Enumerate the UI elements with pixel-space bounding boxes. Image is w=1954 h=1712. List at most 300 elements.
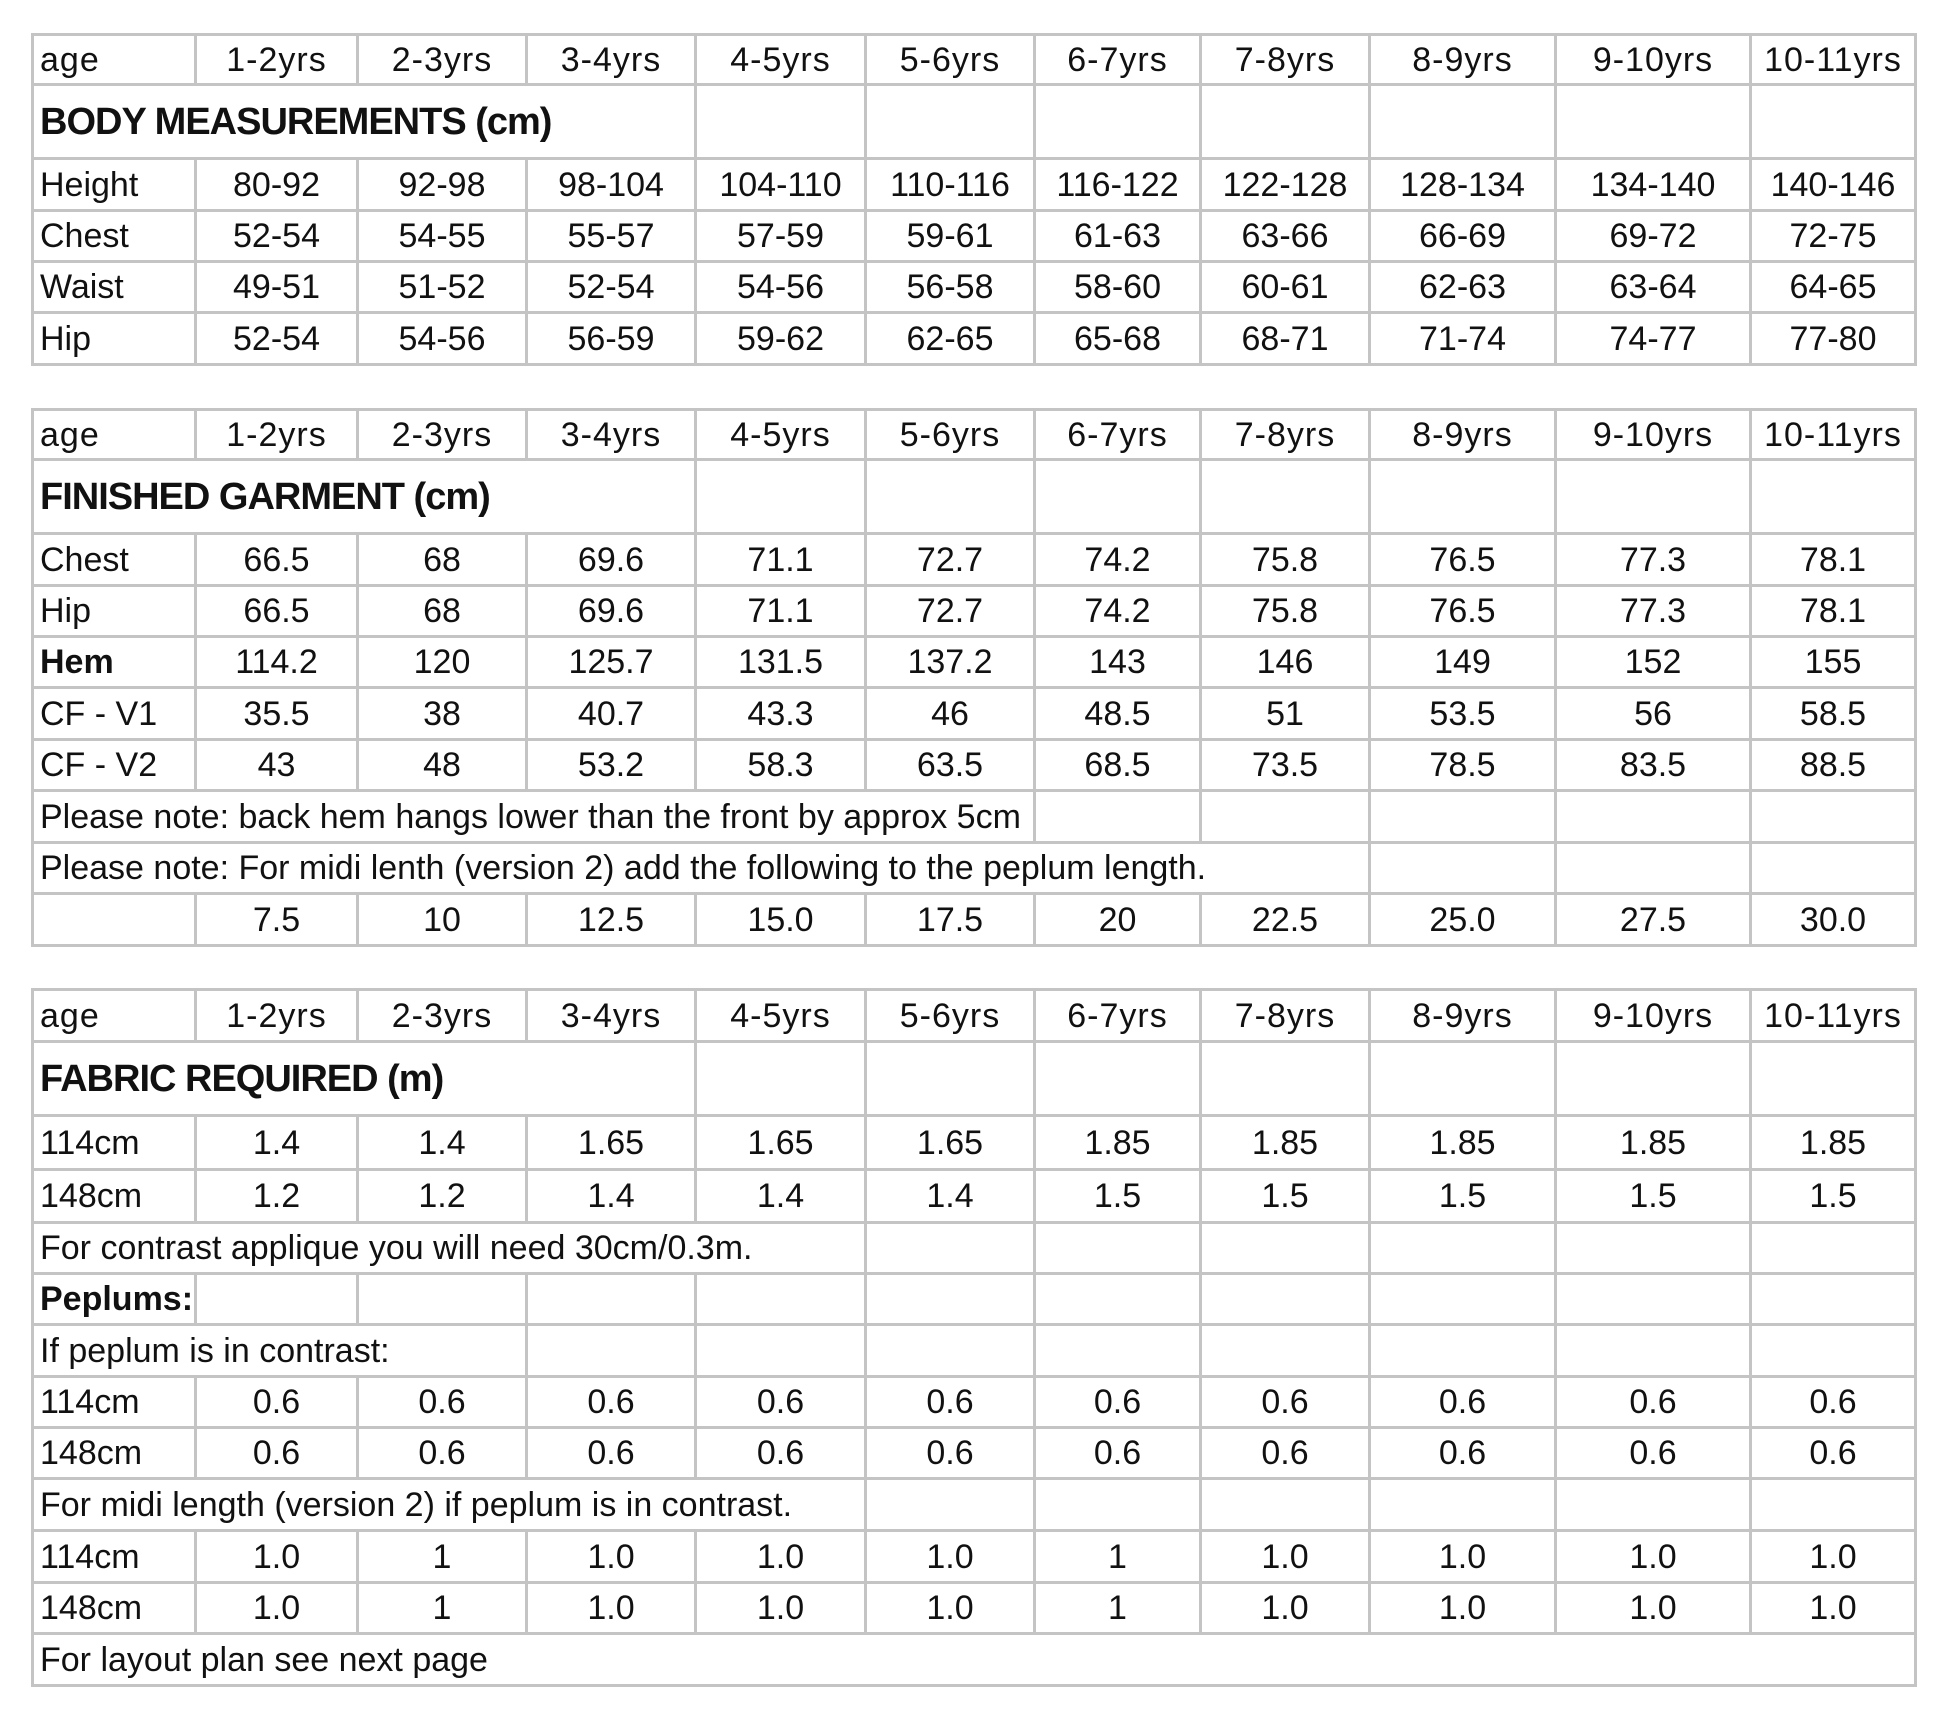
peplums-row <box>33 1274 1916 1325</box>
empty-cell <box>527 1042 696 1116</box>
empty-cell <box>1751 1325 1916 1377</box>
note-row <box>33 843 1916 894</box>
table-row <box>33 740 1916 791</box>
value-cell: 35.5 <box>196 688 358 740</box>
value-cell: 1 <box>358 1531 527 1583</box>
value-cell: 54-56 <box>696 262 866 313</box>
empty-cell <box>1370 460 1556 534</box>
empty-cell <box>1035 1042 1201 1116</box>
value-cell: 0.6 <box>1370 1377 1556 1428</box>
table-row <box>33 313 1916 365</box>
value-cell: 1 <box>1035 1583 1201 1634</box>
age-cell: 10-11yrs <box>1751 410 1916 460</box>
age-cell: 8-9yrs <box>1370 410 1556 460</box>
value-cell: 10 <box>358 894 527 946</box>
value-cell: 53.2 <box>527 740 696 791</box>
row-label: Chest <box>33 534 196 586</box>
value-cell: 1.5 <box>1201 1170 1370 1223</box>
value-cell: 1.0 <box>527 1531 696 1583</box>
value-cell: 1.0 <box>1556 1583 1751 1634</box>
age-cell: 5-6yrs <box>866 990 1035 1042</box>
value-cell: 77-80 <box>1751 313 1916 365</box>
age-cell: 9-10yrs <box>1556 35 1751 85</box>
value-cell: 74.2 <box>1035 534 1201 586</box>
empty-cell <box>1556 1223 1751 1274</box>
value-cell: 55-57 <box>527 211 696 262</box>
age-header-row <box>33 990 1916 1042</box>
value-cell: 76.5 <box>1370 586 1556 637</box>
age-header-row <box>33 410 1916 460</box>
empty-cell <box>866 460 1035 534</box>
value-cell: 71.1 <box>696 534 866 586</box>
row-label: 114cm <box>33 1116 196 1170</box>
empty-cell <box>1035 85 1201 159</box>
peplum-contrast-note: If peplum is in contrast: <box>33 1325 527 1377</box>
empty-cell <box>33 894 196 946</box>
midi-note: Please note: For midi lenth (version 2) add the following to the peplum length. <box>33 843 1370 894</box>
value-cell: 1.0 <box>1201 1583 1370 1634</box>
section-title: FABRIC REQUIRED (m) <box>33 1042 527 1116</box>
section-title-row <box>33 85 1916 159</box>
value-cell: 46 <box>866 688 1035 740</box>
value-cell: 1.0 <box>696 1583 866 1634</box>
empty-cell <box>866 85 1035 159</box>
note-row <box>33 1325 1916 1377</box>
empty-cell <box>1751 1042 1916 1116</box>
empty-cell <box>1370 843 1556 894</box>
value-cell: 68 <box>358 534 527 586</box>
empty-cell <box>1751 1223 1916 1274</box>
age-label: age <box>33 35 196 85</box>
value-cell: 58.3 <box>696 740 866 791</box>
value-cell: 1.0 <box>1370 1531 1556 1583</box>
empty-cell <box>1035 1223 1201 1274</box>
empty-cell <box>1370 791 1556 843</box>
value-cell: 1.4 <box>866 1170 1035 1223</box>
value-cell: 7.5 <box>196 894 358 946</box>
value-cell: 0.6 <box>358 1377 527 1428</box>
empty-cell <box>1201 460 1370 534</box>
age-cell: 5-6yrs <box>866 35 1035 85</box>
empty-cell <box>1370 1479 1556 1531</box>
empty-cell <box>527 1325 696 1377</box>
note-row <box>33 1634 1916 1686</box>
empty-cell <box>1370 1042 1556 1116</box>
value-cell: 149 <box>1370 637 1556 688</box>
empty-cell <box>866 1274 1035 1325</box>
value-cell: 137.2 <box>866 637 1035 688</box>
value-cell: 12.5 <box>527 894 696 946</box>
value-cell: 56 <box>1556 688 1751 740</box>
value-cell: 66-69 <box>1370 211 1556 262</box>
value-cell: 128-134 <box>1370 159 1556 211</box>
value-cell: 1.85 <box>1201 1116 1370 1170</box>
age-cell: 10-11yrs <box>1751 990 1916 1042</box>
value-cell: 143 <box>1035 637 1201 688</box>
value-cell: 116-122 <box>1035 159 1201 211</box>
section-title-row <box>33 1042 1916 1116</box>
value-cell: 0.6 <box>1556 1428 1751 1479</box>
empty-cell <box>527 85 696 159</box>
empty-cell <box>1201 1274 1370 1325</box>
value-cell: 1.85 <box>1556 1116 1751 1170</box>
value-cell: 38 <box>358 688 527 740</box>
value-cell: 0.6 <box>196 1428 358 1479</box>
empty-cell <box>1201 85 1370 159</box>
value-cell: 92-98 <box>358 159 527 211</box>
table-row <box>33 1531 1916 1583</box>
age-cell: 8-9yrs <box>1370 990 1556 1042</box>
note-row <box>33 791 1916 843</box>
row-label: 148cm <box>33 1583 196 1634</box>
value-cell: 1.0 <box>1556 1531 1751 1583</box>
value-cell: 1.0 <box>196 1583 358 1634</box>
empty-cell <box>1035 460 1201 534</box>
empty-cell <box>1370 1223 1556 1274</box>
value-cell: 64-65 <box>1751 262 1916 313</box>
value-cell: 1.0 <box>1751 1583 1916 1634</box>
value-cell: 75.8 <box>1201 534 1370 586</box>
empty-cell <box>866 1223 1035 1274</box>
value-cell: 0.6 <box>1201 1377 1370 1428</box>
value-cell: 155 <box>1751 637 1916 688</box>
age-cell: 7-8yrs <box>1201 990 1370 1042</box>
value-cell: 40.7 <box>527 688 696 740</box>
value-cell: 60-61 <box>1201 262 1370 313</box>
value-cell: 120 <box>358 637 527 688</box>
value-cell: 1.5 <box>1556 1170 1751 1223</box>
value-cell: 66.5 <box>196 586 358 637</box>
empty-cell <box>1201 1479 1370 1531</box>
value-cell: 0.6 <box>1370 1428 1556 1479</box>
value-cell: 76.5 <box>1370 534 1556 586</box>
midi-contrast-note: For midi length (version 2) if peplum is in contrast. <box>33 1479 866 1531</box>
layout-note: For layout plan see next page <box>33 1634 1916 1686</box>
value-cell: 54-55 <box>358 211 527 262</box>
table-row <box>33 1377 1916 1428</box>
value-cell: 62-63 <box>1370 262 1556 313</box>
value-cell: 78.1 <box>1751 534 1916 586</box>
empty-cell <box>1201 791 1370 843</box>
value-cell: 1.0 <box>866 1531 1035 1583</box>
row-label: 148cm <box>33 1428 196 1479</box>
age-cell: 7-8yrs <box>1201 35 1370 85</box>
value-cell: 0.6 <box>1751 1428 1916 1479</box>
empty-cell <box>866 1042 1035 1116</box>
row-label: Waist <box>33 262 196 313</box>
row-label: CF - V2 <box>33 740 196 791</box>
table-row <box>33 894 1916 946</box>
value-cell: 0.6 <box>196 1377 358 1428</box>
value-cell: 62-65 <box>866 313 1035 365</box>
value-cell: 69-72 <box>1556 211 1751 262</box>
section-title-row <box>33 460 1916 534</box>
age-cell: 9-10yrs <box>1556 410 1751 460</box>
hem-note: Please note: back hem hangs lower than the front by approx 5cm <box>33 791 1035 843</box>
value-cell: 140-146 <box>1751 159 1916 211</box>
value-cell: 1.0 <box>196 1531 358 1583</box>
age-cell: 4-5yrs <box>696 410 866 460</box>
table-row <box>33 159 1916 211</box>
empty-cell <box>1201 1042 1370 1116</box>
value-cell: 1.4 <box>358 1116 527 1170</box>
value-cell: 68 <box>358 586 527 637</box>
value-cell: 0.6 <box>358 1428 527 1479</box>
value-cell: 0.6 <box>1556 1377 1751 1428</box>
value-cell: 56-58 <box>866 262 1035 313</box>
value-cell: 72.7 <box>866 586 1035 637</box>
value-cell: 61-63 <box>1035 211 1201 262</box>
table-row <box>33 1170 1916 1223</box>
value-cell: 131.5 <box>696 637 866 688</box>
age-cell: 6-7yrs <box>1035 410 1201 460</box>
value-cell: 1 <box>1035 1531 1201 1583</box>
value-cell: 49-51 <box>196 262 358 313</box>
empty-cell <box>696 1042 866 1116</box>
value-cell: 1.65 <box>527 1116 696 1170</box>
age-cell: 4-5yrs <box>696 990 866 1042</box>
age-cell: 1-2yrs <box>196 990 358 1042</box>
value-cell: 78.1 <box>1751 586 1916 637</box>
empty-cell <box>1751 1274 1916 1325</box>
fabric-required-table <box>31 988 1917 1687</box>
value-cell: 25.0 <box>1370 894 1556 946</box>
note-row <box>33 1479 1916 1531</box>
value-cell: 78.5 <box>1370 740 1556 791</box>
empty-cell <box>527 460 696 534</box>
age-cell: 9-10yrs <box>1556 990 1751 1042</box>
value-cell: 1.0 <box>1201 1531 1370 1583</box>
finished-garment-table <box>31 408 1917 947</box>
value-cell: 152 <box>1556 637 1751 688</box>
value-cell: 146 <box>1201 637 1370 688</box>
empty-cell <box>1370 1325 1556 1377</box>
value-cell: 51 <box>1201 688 1370 740</box>
value-cell: 59-62 <box>696 313 866 365</box>
table-row <box>33 262 1916 313</box>
age-cell: 10-11yrs <box>1751 35 1916 85</box>
value-cell: 15.0 <box>696 894 866 946</box>
value-cell: 63.5 <box>866 740 1035 791</box>
value-cell: 69.6 <box>527 534 696 586</box>
empty-cell <box>1556 1325 1751 1377</box>
value-cell: 125.7 <box>527 637 696 688</box>
row-label: 114cm <box>33 1531 196 1583</box>
peplums-label: Peplums: <box>33 1274 196 1325</box>
value-cell: 72.7 <box>866 534 1035 586</box>
value-cell: 63-66 <box>1201 211 1370 262</box>
value-cell: 1.85 <box>1751 1116 1916 1170</box>
age-cell: 7-8yrs <box>1201 410 1370 460</box>
value-cell: 1.4 <box>696 1170 866 1223</box>
body-measurements-table <box>31 33 1917 366</box>
value-cell: 0.6 <box>866 1428 1035 1479</box>
table-row <box>33 1428 1916 1479</box>
value-cell: 20 <box>1035 894 1201 946</box>
value-cell: 73.5 <box>1201 740 1370 791</box>
empty-cell <box>527 1274 696 1325</box>
value-cell: 53.5 <box>1370 688 1556 740</box>
empty-cell <box>1556 1042 1751 1116</box>
empty-cell <box>1035 1274 1201 1325</box>
empty-cell <box>866 1479 1035 1531</box>
empty-cell <box>1751 843 1916 894</box>
value-cell: 1.4 <box>196 1116 358 1170</box>
table-row <box>33 1583 1916 1634</box>
value-cell: 52-54 <box>196 313 358 365</box>
value-cell: 104-110 <box>696 159 866 211</box>
section-title: BODY MEASUREMENTS (cm) <box>33 85 527 159</box>
value-cell: 77.3 <box>1556 586 1751 637</box>
age-label: age <box>33 410 196 460</box>
value-cell: 1.0 <box>866 1583 1035 1634</box>
value-cell: 77.3 <box>1556 534 1751 586</box>
empty-cell <box>1201 1325 1370 1377</box>
value-cell: 0.6 <box>696 1377 866 1428</box>
value-cell: 1.4 <box>527 1170 696 1223</box>
value-cell: 1.0 <box>1751 1531 1916 1583</box>
empty-cell <box>1035 1479 1201 1531</box>
empty-cell <box>1370 1274 1556 1325</box>
value-cell: 66.5 <box>196 534 358 586</box>
empty-cell <box>1556 791 1751 843</box>
age-cell: 2-3yrs <box>358 990 527 1042</box>
empty-cell <box>696 1274 866 1325</box>
age-cell: 3-4yrs <box>527 410 696 460</box>
contrast-note: For contrast applique you will need 30cm/0.3m. <box>33 1223 866 1274</box>
age-cell: 3-4yrs <box>527 990 696 1042</box>
row-label: 148cm <box>33 1170 196 1223</box>
value-cell: 68.5 <box>1035 740 1201 791</box>
age-cell: 2-3yrs <box>358 410 527 460</box>
value-cell: 56-59 <box>527 313 696 365</box>
row-label: Hip <box>33 313 196 365</box>
empty-cell <box>1556 843 1751 894</box>
empty-cell <box>696 85 866 159</box>
value-cell: 71-74 <box>1370 313 1556 365</box>
empty-cell <box>1751 460 1916 534</box>
empty-cell <box>1751 791 1916 843</box>
table-row <box>33 688 1916 740</box>
row-label: Height <box>33 159 196 211</box>
value-cell: 1.0 <box>1370 1583 1556 1634</box>
table-row <box>33 637 1916 688</box>
table-row <box>33 211 1916 262</box>
value-cell: 51-52 <box>358 262 527 313</box>
value-cell: 58-60 <box>1035 262 1201 313</box>
empty-cell <box>696 460 866 534</box>
value-cell: 52-54 <box>527 262 696 313</box>
value-cell: 1.85 <box>1370 1116 1556 1170</box>
empty-cell <box>1751 85 1916 159</box>
value-cell: 58.5 <box>1751 688 1916 740</box>
value-cell: 1.0 <box>696 1531 866 1583</box>
age-label: age <box>33 990 196 1042</box>
value-cell: 1.2 <box>358 1170 527 1223</box>
value-cell: 69.6 <box>527 586 696 637</box>
value-cell: 114.2 <box>196 637 358 688</box>
empty-cell <box>1556 460 1751 534</box>
value-cell: 0.6 <box>696 1428 866 1479</box>
row-label: Hem <box>33 637 196 688</box>
age-cell: 6-7yrs <box>1035 35 1201 85</box>
age-cell: 3-4yrs <box>527 35 696 85</box>
empty-cell <box>1556 85 1751 159</box>
empty-cell <box>866 1325 1035 1377</box>
row-label: Chest <box>33 211 196 262</box>
empty-cell <box>1201 1223 1370 1274</box>
empty-cell <box>1751 1479 1916 1531</box>
value-cell: 80-92 <box>196 159 358 211</box>
empty-cell <box>196 1274 358 1325</box>
value-cell: 1.5 <box>1035 1170 1201 1223</box>
age-header-row <box>33 35 1916 85</box>
age-cell: 5-6yrs <box>866 410 1035 460</box>
value-cell: 83.5 <box>1556 740 1751 791</box>
empty-cell <box>1370 85 1556 159</box>
value-cell: 54-56 <box>358 313 527 365</box>
value-cell: 134-140 <box>1556 159 1751 211</box>
value-cell: 1.0 <box>527 1583 696 1634</box>
value-cell: 74.2 <box>1035 586 1201 637</box>
row-label: Hip <box>33 586 196 637</box>
value-cell: 48.5 <box>1035 688 1201 740</box>
value-cell: 1 <box>358 1583 527 1634</box>
value-cell: 52-54 <box>196 211 358 262</box>
value-cell: 48 <box>358 740 527 791</box>
empty-cell <box>696 1325 866 1377</box>
value-cell: 72-75 <box>1751 211 1916 262</box>
age-cell: 8-9yrs <box>1370 35 1556 85</box>
value-cell: 0.6 <box>1751 1377 1916 1428</box>
age-cell: 2-3yrs <box>358 35 527 85</box>
value-cell: 71.1 <box>696 586 866 637</box>
value-cell: 88.5 <box>1751 740 1916 791</box>
value-cell: 22.5 <box>1201 894 1370 946</box>
value-cell: 98-104 <box>527 159 696 211</box>
row-label: 114cm <box>33 1377 196 1428</box>
value-cell: 65-68 <box>1035 313 1201 365</box>
age-cell: 1-2yrs <box>196 410 358 460</box>
value-cell: 1.2 <box>196 1170 358 1223</box>
value-cell: 1.5 <box>1751 1170 1916 1223</box>
value-cell: 0.6 <box>1035 1377 1201 1428</box>
row-label: CF - V1 <box>33 688 196 740</box>
age-cell: 1-2yrs <box>196 35 358 85</box>
value-cell: 43.3 <box>696 688 866 740</box>
age-cell: 4-5yrs <box>696 35 866 85</box>
value-cell: 0.6 <box>527 1428 696 1479</box>
empty-cell <box>1035 791 1201 843</box>
table-row <box>33 586 1916 637</box>
empty-cell <box>1556 1479 1751 1531</box>
value-cell: 1.85 <box>1035 1116 1201 1170</box>
value-cell: 17.5 <box>866 894 1035 946</box>
value-cell: 1.65 <box>696 1116 866 1170</box>
value-cell: 68-71 <box>1201 313 1370 365</box>
empty-cell <box>358 1274 527 1325</box>
empty-cell <box>1035 1325 1201 1377</box>
value-cell: 1.65 <box>866 1116 1035 1170</box>
note-row <box>33 1223 1916 1274</box>
value-cell: 0.6 <box>1201 1428 1370 1479</box>
value-cell: 63-64 <box>1556 262 1751 313</box>
value-cell: 0.6 <box>527 1377 696 1428</box>
value-cell: 0.6 <box>866 1377 1035 1428</box>
value-cell: 75.8 <box>1201 586 1370 637</box>
value-cell: 57-59 <box>696 211 866 262</box>
value-cell: 0.6 <box>1035 1428 1201 1479</box>
